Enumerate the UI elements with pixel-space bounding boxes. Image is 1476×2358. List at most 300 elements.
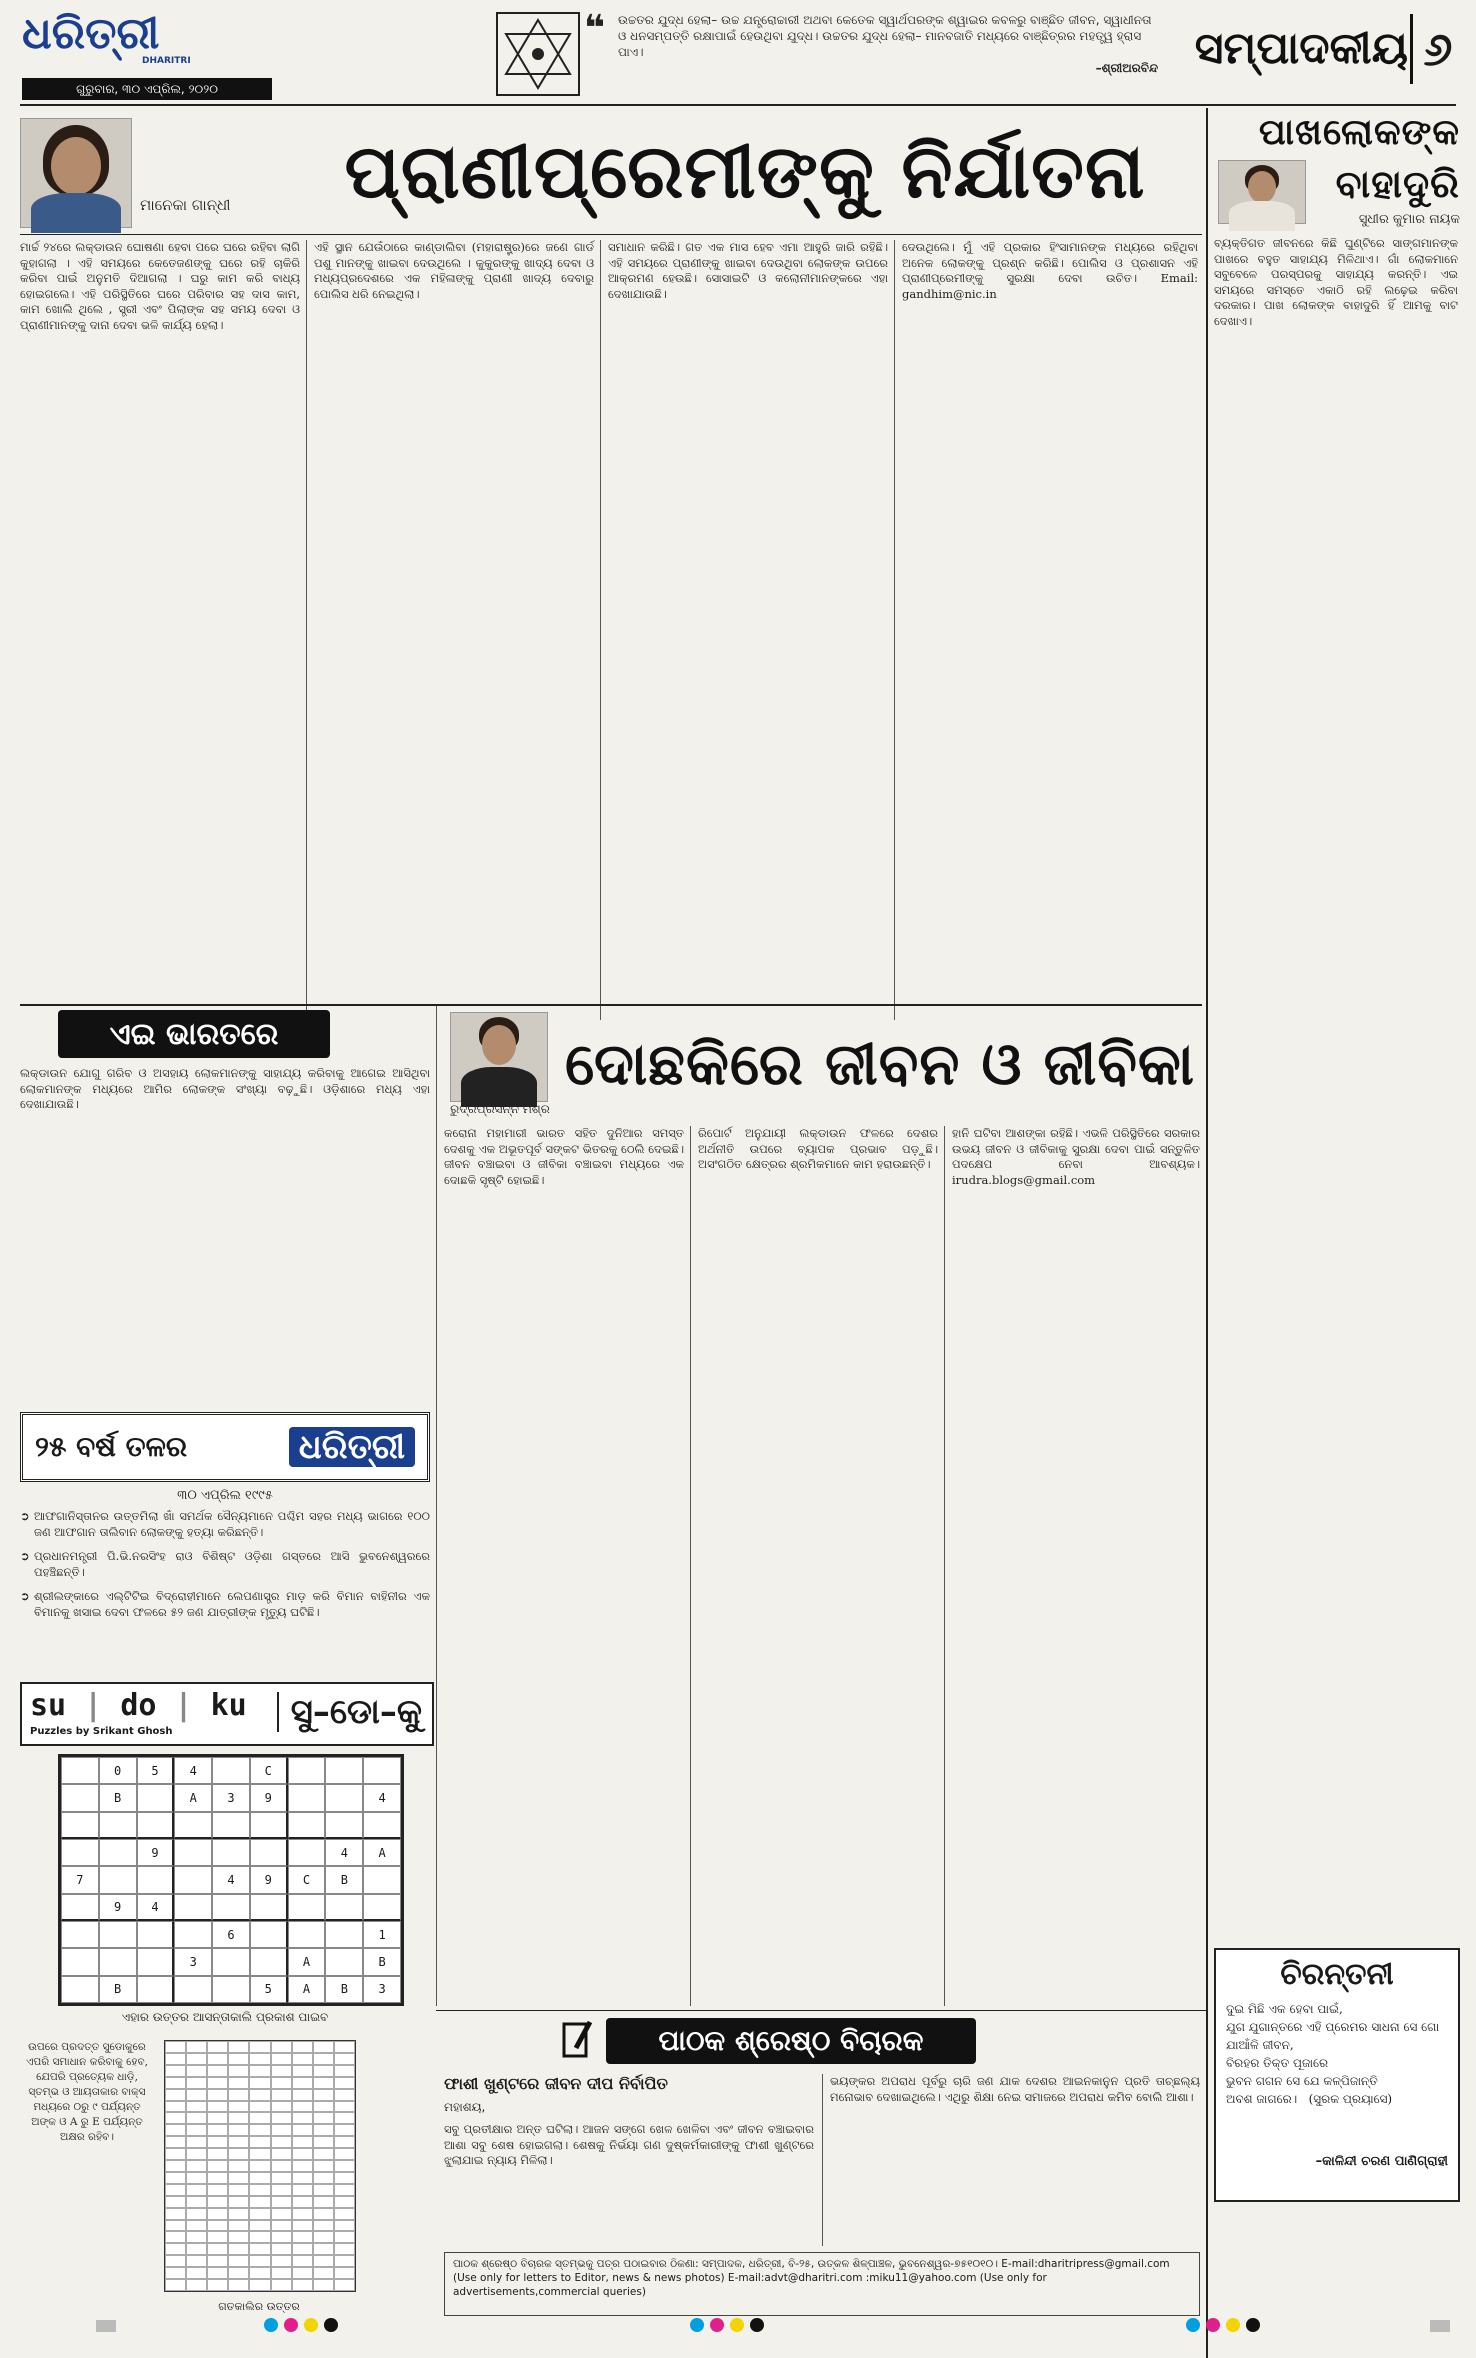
reader-label: ପାଠକ ଶ୍ରେଷ୍ଠ ବିଚାରକ — [606, 2018, 976, 2064]
solution-cell — [271, 2160, 292, 2172]
sudoku-cell[interactable]: 9 — [137, 1839, 175, 1866]
solution-cell — [186, 2160, 207, 2172]
solution-cell — [271, 2243, 292, 2255]
lead-col-divider-1 — [306, 240, 307, 1020]
solution-cell — [228, 2041, 249, 2053]
solution-cell — [313, 2184, 334, 2196]
solution-cell — [249, 2243, 270, 2255]
reg-cyan-3 — [1186, 2318, 1200, 2332]
solution-cell — [271, 2184, 292, 2196]
side-column-body: ବ୍ୟକ୍ତିଗତ ଜୀବନରେ କିଛି ଘୁଣ୍ଟିରେ ସାଙ୍ଗମାନଙ୍କ ପାଖରେ ବହୁତ ସାହାଯ୍ୟ ମିଳିଥାଏ। ଗାଁ ଲୋକମାନେ ସବୁବେଳେ ପରସ୍ପରକୁ ସାହାଯ୍ୟ କରନ୍ତି। ଏଇ ସମୟରେ ସମସ୍ତେ ଏକାଠି ରହି ଲଢ଼େଇ କରିବା ଦରକାର। ପାଖ ଲୋକଙ୍କ ବାହାଦୁରି ହିଁ ଆମକୁ ବାଟ ଦେଖାଏ। — [1214, 236, 1462, 328]
solution-cell — [186, 2053, 207, 2065]
solution-cell — [165, 2231, 186, 2243]
solution-cell — [292, 2136, 313, 2148]
solution-cell — [249, 2077, 270, 2089]
sudoku-cell[interactable] — [137, 1812, 175, 1839]
solution-cell — [334, 2184, 355, 2196]
sudoku-cell[interactable]: B — [99, 1976, 137, 2003]
sudoku-cell[interactable]: 1 — [363, 1921, 401, 1948]
solution-cell — [207, 2243, 228, 2255]
sudoku-cell[interactable] — [137, 1921, 175, 1948]
sudoku-cell[interactable] — [99, 1812, 137, 1839]
solution-cell — [165, 2267, 186, 2279]
section-title: ସମ୍ପାଦକୀୟ — [1194, 23, 1408, 74]
sudoku-cell[interactable] — [325, 1757, 363, 1784]
lead-author: ମାନେକା ଗାନ୍ଧୀ — [140, 196, 231, 214]
solution-cell — [186, 2089, 207, 2101]
masthead-quote — [618, 12, 1158, 92]
solution-cell — [313, 2196, 334, 2208]
solution-cell — [313, 2160, 334, 2172]
solution-cell — [228, 2065, 249, 2077]
solution-cell — [186, 2231, 207, 2243]
solution-cell — [313, 2148, 334, 2160]
solution-cell — [313, 2208, 334, 2220]
solution-cell — [165, 2220, 186, 2232]
sudoku-cell[interactable]: 4 — [325, 1839, 363, 1866]
sudoku-cell[interactable] — [137, 1948, 175, 1975]
sudoku-cell[interactable] — [137, 1784, 175, 1811]
solution-cell — [271, 2053, 292, 2065]
solution-cell — [228, 2220, 249, 2232]
solution-cell — [186, 2124, 207, 2136]
logo-subtext: DHARITRI — [142, 56, 191, 66]
sudoku-cell[interactable]: B — [325, 1976, 363, 2003]
sudoku-cell[interactable] — [363, 1812, 401, 1839]
sudoku-cell[interactable] — [250, 1812, 288, 1839]
reg-magenta-2 — [710, 2318, 724, 2332]
solution-cell — [207, 2267, 228, 2279]
solution-cell — [249, 2231, 270, 2243]
sudoku-cell[interactable] — [250, 1948, 288, 1975]
sudoku-cell[interactable] — [288, 1784, 326, 1811]
solution-cell — [334, 2077, 355, 2089]
solution-cell — [292, 2172, 313, 2184]
sudoku-cell[interactable] — [99, 1866, 137, 1893]
sudoku-cell[interactable] — [325, 1784, 363, 1811]
solution-cell — [186, 2136, 207, 2148]
sudoku-grid[interactable] — [58, 1754, 404, 2006]
solution-cell — [271, 2089, 292, 2101]
solution-cell — [165, 2172, 186, 2184]
sudoku-cell[interactable] — [325, 1921, 363, 1948]
sudoku-cell[interactable] — [174, 1894, 212, 1921]
sudoku-cell[interactable] — [61, 1894, 99, 1921]
twentyfive-item-1: ➲ ଆଫଗାନିସ୍ତାନର ଉତ୍ତମିଲା ଖାଁ ସମର୍ଥକ ସୈନ୍ୟମାନେ ପଶ୍ଚିମ ସହର ମଧ୍ୟ ଭାଗରେ ୧୦୦ ଜଣ ଆଫଗାନ ତାଲିବାନ ଲୋକଙ୍କୁ ହତ୍ୟା କରିଛନ୍ତି। — [20, 1509, 434, 1539]
sudoku-cell[interactable]: 4 — [363, 1784, 401, 1811]
author-photo-sudhir — [1218, 160, 1306, 224]
solution-cell — [313, 2220, 334, 2232]
chirantani-poet: –କାଳିନ୍ଦୀ ଚରଣ ପାଣିଗ୍ରାହୀ — [1315, 2154, 1448, 2169]
solution-cell — [228, 2267, 249, 2279]
sudoku-cell[interactable] — [61, 1948, 99, 1975]
solution-cell — [165, 2041, 186, 2053]
solution-cell — [292, 2041, 313, 2053]
solution-cell — [334, 2101, 355, 2113]
sudoku-cell[interactable]: 4 — [174, 1757, 212, 1784]
sudoku-cell[interactable]: 3 — [174, 1948, 212, 1975]
lead-col-divider-3 — [894, 240, 895, 1020]
solution-cell — [334, 2220, 355, 2232]
solution-cell — [249, 2184, 270, 2196]
solution-cell — [292, 2279, 313, 2291]
sudoku-cell[interactable] — [212, 1757, 250, 1784]
sudoku-cell[interactable]: A — [288, 1976, 326, 2003]
solution-cell — [207, 2255, 228, 2267]
sudoku-cell[interactable] — [325, 1812, 363, 1839]
solution-cell — [292, 2267, 313, 2279]
solution-cell — [207, 2112, 228, 2124]
solution-cell — [292, 2184, 313, 2196]
sudoku-cell[interactable] — [61, 1921, 99, 1948]
solution-cell — [334, 2124, 355, 2136]
sudoku-cell[interactable] — [137, 1866, 175, 1893]
solution-cell — [165, 2255, 186, 2267]
sudoku-cell[interactable] — [288, 1757, 326, 1784]
solution-cell — [165, 2124, 186, 2136]
solution-cell — [313, 2041, 334, 2053]
solution-cell — [249, 2172, 270, 2184]
solution-cell — [186, 2196, 207, 2208]
solution-cell — [334, 2208, 355, 2220]
solution-cell — [207, 2136, 228, 2148]
solution-cell — [249, 2101, 270, 2113]
sudoku-cell[interactable] — [288, 1921, 326, 1948]
solution-cell — [165, 2196, 186, 2208]
solution-cell — [313, 2172, 334, 2184]
solution-cell — [292, 2112, 313, 2124]
solution-cell — [249, 2267, 270, 2279]
sudoku-cell[interactable] — [250, 1839, 288, 1866]
sudoku-cell[interactable] — [61, 1976, 99, 2003]
twentyfive-logo: ଧରିତ୍ରୀ — [289, 1427, 415, 1467]
quote-mark-icon: ❝ — [584, 8, 606, 49]
second-column-2: ରିପୋର୍ଟ ଅନୁଯାୟୀ ଲକ୍‌ଡାଉନ ଫଳରେ ଦେଶର ଅର୍ଥନୀତି ଉପରେ ବ୍ୟାପକ ପ୍ରଭାବ ପଡ଼ୁଛି। ଅସଂଗଠିତ କ୍ଷେତ୍ରର ଶ୍ରମିକମାନେ କାମ ହରାଉଛନ୍ତି। — [698, 1126, 942, 1172]
side-author: ସୁଧୀର କୁମାର ନାୟକ — [1358, 212, 1460, 227]
solution-cell — [186, 2041, 207, 2053]
sudoku-cell[interactable] — [174, 1866, 212, 1893]
sudoku-title-su: su — [30, 1688, 67, 1723]
sudoku-cell[interactable]: 3 — [212, 1784, 250, 1811]
sudoku-cell[interactable] — [250, 1921, 288, 1948]
solution-cell — [207, 2065, 228, 2077]
sudoku-cell[interactable]: 3 — [363, 1976, 401, 2003]
solution-cell — [313, 2279, 334, 2291]
page-number: ୬ — [1410, 14, 1463, 84]
sudoku-cell[interactable]: C — [250, 1757, 288, 1784]
sudoku-cell[interactable] — [288, 1894, 326, 1921]
sudoku-cell[interactable] — [363, 1894, 401, 1921]
solution-cell — [334, 2160, 355, 2172]
solution-cell — [207, 2279, 228, 2291]
solution-cell — [207, 2231, 228, 2243]
solution-cell — [313, 2053, 334, 2065]
lead-column-1: ମାର୍ଚ୍ଚ ୨୪ରେ ଲକ୍‌ଡାଉନ ଘୋଷଣା ହେବା ପରେ ଘରେ ରହିବା ଲାଗି କୁହାଗଲା । ଏହି ସମୟରେ କେତେଜଣଙ୍କୁ ଘରେ ରହି ଚାକିରି କରିବା ପାଇଁ ଅନୁମତି ଦିଆଗଲା । ଘରୁ କାମ କରି ବାଧ୍ୟ ହୋଇଗଲେ। ଏହି ପରିସ୍ଥିତିରେ ଘରେ ପରିବାର ସହ ଦାସ କାମ, କାମ ଖୋଲି ଥିଲେ , ସ୍ତ୍ରୀ ଏବଂ ପିଲାଙ୍କ ସହ ସମୟ ଦେବା ଓ ପ୍ରାଣୀମାନଙ୍କୁ ଦାନା ଦେବା ଭଳି କାର୍ଯ୍ୟ ହେଲା। — [20, 240, 304, 332]
solution-cell — [207, 2184, 228, 2196]
solution-cell — [228, 2243, 249, 2255]
sudoku-cell[interactable] — [250, 1894, 288, 1921]
author-photo-maneka — [20, 118, 132, 228]
solution-cell — [249, 2136, 270, 2148]
solution-cell — [313, 2124, 334, 2136]
solution-cell — [292, 2243, 313, 2255]
solution-cell — [271, 2148, 292, 2160]
solution-cell — [334, 2196, 355, 2208]
sudoku-byline: Puzzles by Srikant Ghosh — [30, 1726, 173, 1737]
reg-black-3 — [1246, 2318, 1260, 2332]
solution-cell — [313, 2077, 334, 2089]
solution-cell — [271, 2208, 292, 2220]
solution-cell — [313, 2231, 334, 2243]
twentyfive-title: ୨୫ ବର୍ଷ ତଳର — [35, 1430, 188, 1463]
lead-column-4: ଦେଉଥିଲେ। ମୁଁ ଏହି ପ୍ରକାର ହିଂସାମାନଙ୍କ ମଧ୍ୟରେ ରହିଥିବା ଅନେକ ଲୋକଙ୍କୁ ପ୍ରଶ୍ନ କରିଛି। ପୋଲିସ ଓ ପ୍ରଶାସନ ଏହି ପ୍ରାଣୀପ୍ରେମୀଙ୍କୁ ସୁରକ୍ଷା ଦେବା ଉଚିତ। Email: gandhim@nic.in — [902, 240, 1202, 301]
quote-author: –ଶ୍ରୀଅରବିନ୍ଦ — [1095, 61, 1158, 75]
ei-bharatare-body: ଲକ୍‌ଡାଉନ ଯୋଗୁ ଗରିବ ଓ ଅସହାୟ ଲୋକମାନଙ୍କୁ ସାହାଯ୍ୟ କରିବାକୁ ଆଗେଇ ଆସିଥିବା ଲୋକମାନଙ୍କ ମଧ୍ୟରେ ଆମିର ଲୋକଙ୍କ ସଂଖ୍ୟା ବଢ଼ୁଛି। ଓଡ଼ିଶାରେ ମଧ୍ୟ ଏହା ଦେଖାଯାଉଛି। — [20, 1066, 434, 1112]
solution-cell — [228, 2279, 249, 2291]
solution-cell — [313, 2255, 334, 2267]
sudoku-cell[interactable] — [174, 1839, 212, 1866]
solution-cell — [207, 2041, 228, 2053]
solution-cell — [334, 2148, 355, 2160]
sudoku-cell[interactable] — [288, 1812, 326, 1839]
solution-cell — [334, 2243, 355, 2255]
solution-cell — [165, 2148, 186, 2160]
side-headline-1: ପାଖଲୋକଙ୍କ — [1258, 112, 1460, 153]
solution-cell — [186, 2220, 207, 2232]
print-bar-right — [1430, 2320, 1450, 2332]
side-col-divider — [1206, 108, 1208, 2358]
sudoku-cell[interactable] — [174, 1976, 212, 2003]
second-col-divider-1 — [690, 1126, 691, 2006]
sudoku-cell[interactable]: 7 — [61, 1866, 99, 1893]
sudoku-cell[interactable]: 9 — [250, 1866, 288, 1893]
sudoku-cell[interactable]: A — [363, 1839, 401, 1866]
solution-cell — [165, 2136, 186, 2148]
solution-cell — [292, 2053, 313, 2065]
sudoku-cell[interactable]: A — [288, 1948, 326, 1975]
sudoku-cell[interactable]: 4 — [137, 1894, 175, 1921]
pen-icon — [560, 2018, 600, 2062]
solution-cell — [334, 2065, 355, 2077]
solution-cell — [186, 2279, 207, 2291]
solution-cell — [334, 2053, 355, 2065]
prev-solution-grid — [164, 2040, 356, 2292]
solution-cell — [228, 2208, 249, 2220]
solution-cell — [207, 2077, 228, 2089]
sudoku-cell[interactable]: 9 — [99, 1894, 137, 1921]
solution-cell — [249, 2279, 270, 2291]
lead-col-divider-2 — [600, 240, 601, 1020]
lead-headline-rule — [20, 234, 1202, 235]
sudoku-cell[interactable] — [212, 1812, 250, 1839]
solution-cell — [292, 2077, 313, 2089]
masthead-rule — [20, 104, 1456, 106]
sudoku-prev-note: ଗତକାଲିର ଉତ୍ତର — [218, 2300, 300, 2313]
sudoku-cell[interactable] — [363, 1757, 401, 1784]
reg-magenta — [284, 2318, 298, 2332]
reg-yellow-3 — [1226, 2318, 1240, 2332]
solution-cell — [271, 2220, 292, 2232]
bullet-icon: ➲ — [20, 1589, 30, 1603]
sudoku-cell[interactable]: 5 — [250, 1976, 288, 2003]
solution-cell — [228, 2089, 249, 2101]
lower-col-divider — [436, 1006, 437, 2006]
sudoku-cell[interactable] — [325, 1894, 363, 1921]
solution-cell — [165, 2065, 186, 2077]
solution-cell — [228, 2148, 249, 2160]
sudoku-cell[interactable] — [61, 1757, 99, 1784]
solution-cell — [186, 2148, 207, 2160]
twentyfive-date: ୩୦ ଏପ୍ରିଲ ୧୯୯୫ — [177, 1488, 273, 1503]
sudoku-cell[interactable] — [212, 1948, 250, 1975]
solution-cell — [292, 2208, 313, 2220]
sudoku-cell[interactable]: B — [99, 1784, 137, 1811]
issue-date: ଗୁରୁବାର, ୩୦ ଏପ୍ରିଲ, ୨୦୨୦ — [76, 82, 218, 96]
solution-cell — [271, 2255, 292, 2267]
side-headline-2: ବାହାଦୁରି — [1335, 162, 1460, 206]
solution-cell — [207, 2196, 228, 2208]
solution-cell — [313, 2112, 334, 2124]
solution-cell — [207, 2160, 228, 2172]
sudoku-cell[interactable] — [325, 1948, 363, 1975]
solution-cell — [249, 2208, 270, 2220]
sudoku-header: su | do | ku Puzzles by Srikant Ghosh ସୁ–ଡୋ–କୁ — [20, 1682, 434, 1746]
sudoku-cell[interactable] — [288, 1839, 326, 1866]
solution-cell — [271, 2279, 292, 2291]
solution-cell — [228, 2196, 249, 2208]
bullet-icon: ➲ — [20, 1549, 30, 1563]
reader-address-box — [444, 2252, 1200, 2316]
solution-cell — [207, 2148, 228, 2160]
solution-cell — [165, 2101, 186, 2113]
sudoku-cell[interactable] — [137, 1976, 175, 2003]
chirantani-title: ଚିରନ୍ତନୀ — [1280, 1957, 1394, 1992]
sudoku-cell[interactable] — [212, 1839, 250, 1866]
sudoku-cell[interactable] — [99, 1839, 137, 1866]
solution-cell — [271, 2136, 292, 2148]
letter-salutation: ମହାଶୟ, — [444, 2100, 486, 2114]
solution-cell — [271, 2231, 292, 2243]
sudoku-cell[interactable] — [174, 1921, 212, 1948]
solution-cell — [292, 2231, 313, 2243]
solution-cell — [334, 2255, 355, 2267]
solution-cell — [313, 2101, 334, 2113]
print-bar-left — [96, 2320, 116, 2332]
solution-cell — [165, 2112, 186, 2124]
solution-cell — [271, 2267, 292, 2279]
sudoku-cell[interactable]: B — [363, 1948, 401, 1975]
second-headline: ଦୋଛକିରେ ଜୀବନ ଓ ଜୀବିକା — [565, 1030, 1195, 1098]
solution-cell — [228, 2136, 249, 2148]
solution-cell — [334, 2136, 355, 2148]
solution-cell — [186, 2077, 207, 2089]
sudoku-cell[interactable] — [61, 1812, 99, 1839]
twentyfive-item-2: ➲ ପ୍ରଧାନମନ୍ତ୍ରୀ ପି.ଭି.ନରସିଂହ ରାଓ ବିଶିଷ୍ଟ ଓଡ଼ିଶା ଗସ୍ତରେ ଆସି ଭୁବନେଶ୍ୱରରେ ପହଞ୍ଚିଛନ୍ତି। — [20, 1549, 434, 1579]
sudoku-cell[interactable]: 4 — [212, 1866, 250, 1893]
sudoku-cell[interactable] — [61, 1839, 99, 1866]
solution-cell — [313, 2089, 334, 2101]
solution-cell — [207, 2089, 228, 2101]
solution-cell — [271, 2172, 292, 2184]
solution-cell — [228, 2101, 249, 2113]
solution-cell — [249, 2112, 270, 2124]
solution-cell — [207, 2101, 228, 2113]
solution-cell — [249, 2053, 270, 2065]
solution-cell — [228, 2053, 249, 2065]
solution-cell — [228, 2160, 249, 2172]
solution-cell — [334, 2172, 355, 2184]
solution-cell — [165, 2184, 186, 2196]
sudoku-cell[interactable]: 0 — [99, 1757, 137, 1784]
solution-cell — [207, 2124, 228, 2136]
sudoku-cell[interactable]: 6 — [212, 1921, 250, 1948]
solution-cell — [334, 2267, 355, 2279]
lower-section-rule — [20, 1004, 1202, 1006]
letter-body-1: ସବୁ ପ୍ରତୀକ୍ଷାର ଅନ୍ତ ଘଟିଲା। ଆଜନ ସଙ୍ଗେ ଖେଳ ଖେଳିବା ଏବଂ ଜୀବନ ବଞ୍ଚାଇବାର ଆଶା ସବୁ ଶେଷ ହୋଇଗଲା। ଶେଷକୁ ନିର୍ଭୟା ଗଣ ଦୁଷ୍କର୍ମକାରୀଙ୍କୁ ଫାଶୀ ଖୁଣ୍ଟରେ ଝୁଲାଯାଇ ନ୍ୟାୟ ମିଳିଲା। — [444, 2122, 818, 2168]
solution-cell — [313, 2267, 334, 2279]
solution-cell — [228, 2124, 249, 2136]
ei-bharatare-label: ଏଇ ଭାରତରେ — [58, 1010, 330, 1058]
sudoku-cell[interactable] — [212, 1976, 250, 2003]
solution-cell — [292, 2101, 313, 2113]
solution-cell — [292, 2160, 313, 2172]
solution-cell — [186, 2243, 207, 2255]
sudoku-cell[interactable] — [363, 1866, 401, 1893]
solution-cell — [292, 2196, 313, 2208]
second-col-divider-2 — [944, 1126, 945, 2006]
reg-cyan-2 — [690, 2318, 704, 2332]
quote-text: ଉଚ୍ଚତର ଯୁଦ୍ଧ ହେଲା– ଉଚ୍ଚ ଯନ୍ତ୍ରୋଚ୍ଚାରୀ ଅଥବା କେତେକ ସ୍ୱାର୍ଥପରଙ୍କ ଶ୍ୱାଇର କବଳରୁ ବାଞ୍ଛିତ ଜୀବନ, ସ୍ୱାଧୀନତା ଓ ଧନସମ୍ପତ୍ତି ରକ୍ଷାପାଇଁ ହେଉଥିବା ଯୁଦ୍ଧ। ଉଚ୍ଚତର ଯୁଦ୍ଧ ହେଲା– ମାନବଜାତି ମଧ୍ୟରେ ବାଞ୍ଛିତ୍ରର ମହତ୍ତ୍ୱ ହ୍ରାସ ପାଏ। — [618, 13, 1152, 59]
sudoku-cell[interactable]: 9 — [250, 1784, 288, 1811]
sudoku-cell[interactable] — [174, 1812, 212, 1839]
sudoku-cell[interactable] — [99, 1948, 137, 1975]
second-column-1: କରୋନା ମହାମାରୀ ଭାରତ ସହିତ ଦୁନିଆର ସମସ୍ତ ଦେଶକୁ ଏକ ଅଭୂତପୂର୍ବ ସଙ୍କଟ ଭିତରକୁ ଠେଲି ଦେଇଛି। ଜୀବନ ବଞ୍ଚାଇବା ଓ ଜୀବିକା ବଞ୍ଚାଇବା ମଧ୍ୟରେ ଏକ ଦୋଛକି ସୃଷ୍ଟି ହୋଇଛି। — [444, 1126, 688, 1187]
reg-yellow-2 — [730, 2318, 744, 2332]
solution-cell — [186, 2208, 207, 2220]
logo-text: ଧରିତ୍ରୀ — [22, 8, 160, 59]
solution-cell — [292, 2089, 313, 2101]
twentyfive-item-3: ➲ ଶ୍ରୀଲଙ୍କାରେ ଏଲ୍‌ଟିଟିଇ ବିଦ୍ରୋହୀମାନେ ଲେପଣାସ୍ତ୍ର ମାଡ଼ କରି ବିମାନ ବାହିନୀର ଏକ ବିମାନକୁ ଖସାଇ ଦେବା ଫଳରେ ୫୨ ଜଣ ଯାତ୍ରୀଙ୍କ ମୃତ୍ୟୁ ଘଟିଛି। — [20, 1589, 434, 1619]
solution-cell — [313, 2243, 334, 2255]
sudoku-cell[interactable]: B — [325, 1866, 363, 1893]
sudoku-cell[interactable] — [99, 1921, 137, 1948]
solution-cell — [313, 2136, 334, 2148]
solution-cell — [228, 2112, 249, 2124]
sudoku-cell[interactable]: 5 — [137, 1757, 175, 1784]
letter-col-divider — [822, 2074, 823, 2246]
solution-cell — [186, 2101, 207, 2113]
reg-black — [324, 2318, 338, 2332]
solution-cell — [271, 2112, 292, 2124]
second-author: ରୁଦ୍ରପ୍ରସନ୍ନ ମିଶ୍ର — [450, 1102, 550, 1116]
solution-cell — [186, 2184, 207, 2196]
sudoku-title-odia: ସୁ–ଡୋ–କୁ — [277, 1692, 422, 1732]
solution-cell — [207, 2208, 228, 2220]
twentyfive-header — [20, 1412, 430, 1482]
solution-cell — [334, 2231, 355, 2243]
solution-cell — [165, 2208, 186, 2220]
sudoku-cell[interactable] — [61, 1784, 99, 1811]
lead-column-3: ସମାଧାନ କରିଛି। ଗତ ଏକ ମାସ ହେବ ଏମା ଆହୁରି ଜାରି ରହିଛି। ଏହି ସମୟରେ ପ୍ରାଣୀଙ୍କୁ ଖାଇବା ଦେଉଥିବା ଲୋକଙ୍କ ଉପରେ ଆକ୍ରମଣ ହେଉଛି। ସୋସାଇଟି ଓ କଲୋନୀମାନଙ୍କରେ ଏହା ଦେଖାଯାଉଛି। — [608, 240, 892, 301]
date-bar — [22, 78, 272, 100]
sudoku-cell[interactable]: C — [288, 1866, 326, 1893]
sudoku-cell[interactable] — [212, 1894, 250, 1921]
sudoku-cell[interactable]: A — [174, 1784, 212, 1811]
lead-headline: ପ୍ରାଣୀପ୍ରେମୀଙ୍କୁ ନିର୍ଯାତନା — [344, 129, 1146, 215]
solution-cell — [249, 2220, 270, 2232]
solution-cell — [228, 2172, 249, 2184]
solution-cell — [165, 2053, 186, 2065]
